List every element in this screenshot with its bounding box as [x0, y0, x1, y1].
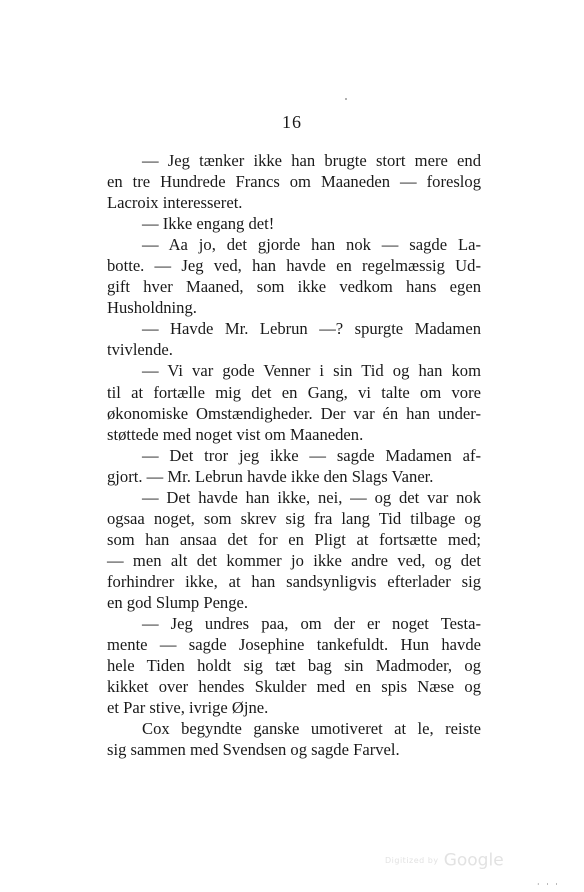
text-line: en god Slump Penge.	[107, 592, 249, 612]
body-text	[107, 150, 481, 760]
paper-speck	[345, 98, 347, 100]
text-line: — Havde Mr. Lebrun —? spurgte Madamen	[142, 319, 481, 339]
text-line: tvivlende.	[107, 340, 173, 360]
text-line: hele Tiden holdt sig tæt bag sin Madmoder, og	[107, 656, 481, 676]
text-line: kikket over hendes Skulder med en spis Næse og	[107, 677, 481, 697]
text-line: — Det tror jeg ikke — sagde Madamen af-	[142, 445, 481, 465]
text-line: til at fortælle mig det en Gang, vi talte om vore	[107, 382, 481, 402]
text-line: gift hver Maaned, som ikke vedkom hans egen	[107, 277, 481, 297]
text-line: — men alt det kommer jo ikke andre ved, og det	[107, 550, 481, 570]
text-line: Lacroix interesseret.	[107, 193, 243, 213]
text-line: — Aa jo, det gjorde han nok — sagde La-	[142, 235, 481, 255]
text-line: økonomiske Omstændigheder. Der var én han under-	[107, 403, 481, 423]
corner-mark: · · ·	[537, 880, 560, 889]
page-number: 16	[282, 112, 302, 132]
text-line: botte. — Jeg ved, han havde en regelmæssig Ud-	[107, 256, 481, 276]
text-line: — Jeg undres paa, om der er noget Testa-	[142, 614, 481, 634]
text-line: et Par stive, ivrige Øjne.	[107, 698, 269, 718]
text-line: — Det havde han ikke, nei, — og det var nok	[142, 487, 481, 507]
digitization-watermark	[385, 850, 504, 871]
text-line: som han ansaa det for en Pligt at fortsætte med;	[107, 529, 481, 549]
text-line: ogsaa noget, som skrev sig fra lang Tid tilbage og	[107, 508, 481, 528]
text-line: — Jeg tænker ikke han brugte stort mere end	[142, 151, 481, 170]
text-line: — Vi var gode Venner i sin Tid og han kom	[142, 361, 481, 381]
text-line: støttede med noget vist om Maaneden.	[107, 424, 364, 444]
text-line: Husholdning.	[107, 298, 197, 318]
text-line: en tre Hundrede Francs om Maaneden — foreslog	[107, 172, 481, 192]
watermark-prefix: Digitized by	[385, 856, 439, 865]
text-line: sig sammen med Svendsen og sagde Farvel.	[107, 740, 400, 760]
text-line: Cox begyndte ganske umotiveret at le, reiste	[142, 719, 481, 739]
text-line: mente — sagde Josephine tankefuldt. Hun havde	[107, 635, 481, 655]
watermark-brand: Google	[443, 850, 504, 871]
text-line: forhindrer ikke, at han sandsynligvis efterlader sig	[107, 571, 481, 591]
text-line: gjort. — Mr. Lebrun havde ikke den Slags Vaner.	[107, 466, 434, 486]
text-line: — Ikke engang det!	[142, 214, 275, 234]
